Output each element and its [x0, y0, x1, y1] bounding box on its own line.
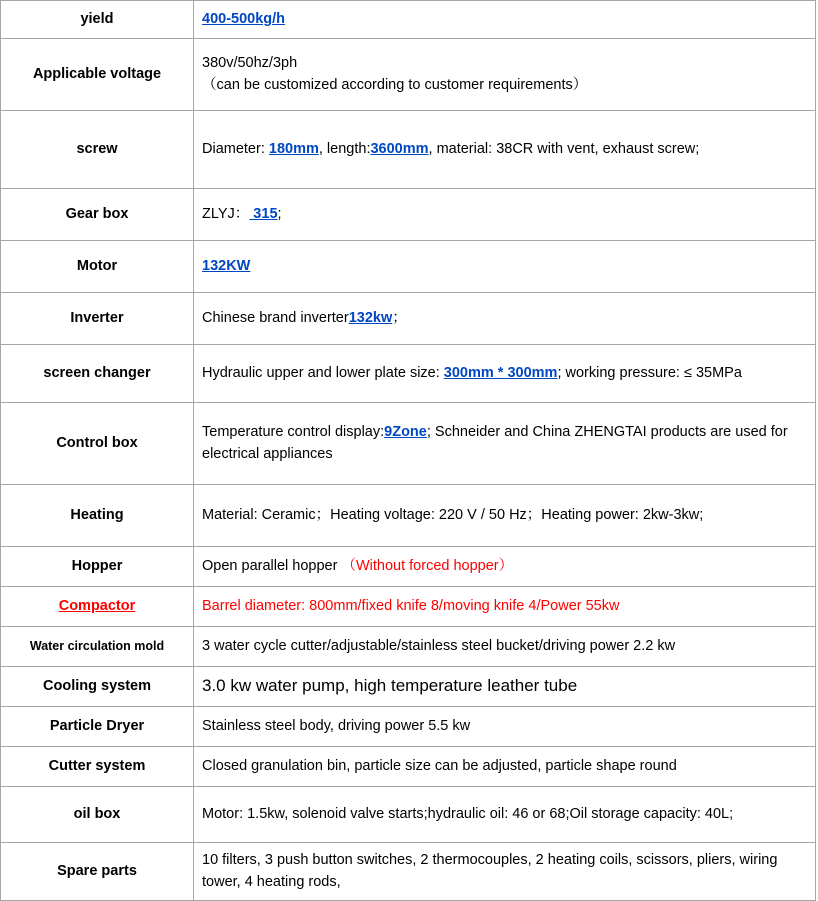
value-text: 10 filters, 3 push button switches, 2 thermocouples, 2 heating coils, scissors, pliers, wiring tower, 4 heating rods,	[202, 852, 778, 890]
value-text: Hydraulic upper and lower plate size:	[202, 364, 444, 381]
row-label	[1, 587, 194, 627]
table-row	[1, 843, 816, 901]
row-value	[194, 787, 816, 843]
table-row	[1, 1, 816, 39]
table-row	[1, 787, 816, 843]
value-text: ;	[277, 205, 282, 222]
table-row	[1, 403, 816, 485]
value-text: Closed granulation bin, particle size can be adjusted, particle shape round	[202, 757, 677, 774]
value-text: Material: Ceramic；Heating voltage: 220 V / 50 Hz；Heating power: 2kw-3kw;	[202, 506, 704, 523]
row-value	[194, 345, 816, 403]
row-label: Inverter	[1, 293, 194, 345]
value-note: Barrel diameter: 800mm/fixed knife 8/moving knife 4/Power 55kw	[202, 597, 620, 614]
row-label: yield	[1, 1, 194, 39]
table-row	[1, 747, 816, 787]
value-text: ZLYJ：	[202, 205, 250, 222]
table-row	[1, 667, 816, 707]
table-row	[1, 189, 816, 241]
value-text: Diameter:	[202, 140, 269, 157]
value-text: , length:	[318, 140, 371, 157]
row-label: Spare parts	[1, 843, 194, 901]
table-row	[1, 627, 816, 667]
row-value	[194, 667, 816, 707]
table-row	[1, 547, 816, 587]
row-value	[194, 627, 816, 667]
row-value	[194, 293, 816, 345]
row-value	[194, 39, 816, 111]
value-text: ; Schneider and China ZHENGTAI products are used for electrical appliances	[202, 424, 788, 462]
row-label: Heating	[1, 485, 194, 547]
row-value	[194, 241, 816, 293]
row-value	[194, 547, 816, 587]
value-highlight: 400-500kg/h	[202, 10, 286, 27]
row-value	[194, 587, 816, 627]
value-highlight: 315	[249, 205, 278, 222]
value-text: ; working pressure: ≤ 35MPa	[557, 364, 742, 381]
value-highlight: 300mm * 300mm	[443, 364, 558, 381]
value-note: （Without forced hopper）	[341, 557, 514, 574]
value-highlight: 132kw	[348, 309, 393, 326]
value-highlight: 3600mm	[370, 140, 429, 157]
row-label: Gear box	[1, 189, 194, 241]
row-label: Applicable voltage	[1, 39, 194, 111]
table-row	[1, 345, 816, 403]
value-text: ；	[392, 309, 407, 326]
row-value	[194, 485, 816, 547]
table-row	[1, 485, 816, 547]
row-value	[194, 111, 816, 189]
table-row	[1, 707, 816, 747]
row-value	[194, 747, 816, 787]
row-label: Control box	[1, 403, 194, 485]
table-row	[1, 111, 816, 189]
value-text: 380v/50hz/3ph	[202, 55, 298, 72]
row-label: oil box	[1, 787, 194, 843]
table-row	[1, 39, 816, 111]
row-value	[194, 843, 816, 901]
row-value	[194, 403, 816, 485]
value-text: Stainless steel body, driving power 5.5 kw	[202, 717, 471, 734]
row-label-highlight: Compactor	[58, 597, 136, 614]
value-highlight: 132KW	[202, 257, 251, 274]
value-text: Motor: 1.5kw, solenoid valve starts;hydraulic oil: 46 or 68;Oil storage capacity: 40L;	[202, 805, 734, 822]
row-value	[194, 189, 816, 241]
row-label: Particle Dryer	[1, 707, 194, 747]
value-highlight: 9Zone	[384, 424, 427, 441]
row-label: Water circulation mold	[1, 627, 194, 667]
row-label: Cooling system	[1, 667, 194, 707]
value-text: , material: 38CR with vent, exhaust screw;	[428, 140, 700, 157]
table-body	[1, 1, 816, 901]
row-label: screen changer	[1, 345, 194, 403]
row-label: Motor	[1, 241, 194, 293]
row-value	[194, 1, 816, 39]
row-label: Cutter system	[1, 747, 194, 787]
table-row	[1, 293, 816, 345]
value-text: 3 water cycle cutter/adjustable/stainless steel bucket/driving power 2.2 kw	[202, 637, 676, 654]
row-label: screw	[1, 111, 194, 189]
row-label: Hopper	[1, 547, 194, 587]
value-text: Chinese brand inverter	[202, 309, 349, 326]
value-text: 3.0 kw water pump, high temperature leather tube	[202, 676, 578, 696]
table-row	[1, 241, 816, 293]
value-text: Temperature control display:	[202, 424, 385, 441]
table-row	[1, 587, 816, 627]
value-text: Open parallel hopper	[202, 557, 342, 574]
value-highlight: 180mm	[268, 140, 319, 157]
row-value	[194, 707, 816, 747]
value-text: （can be customized according to customer requirements）	[202, 76, 588, 93]
